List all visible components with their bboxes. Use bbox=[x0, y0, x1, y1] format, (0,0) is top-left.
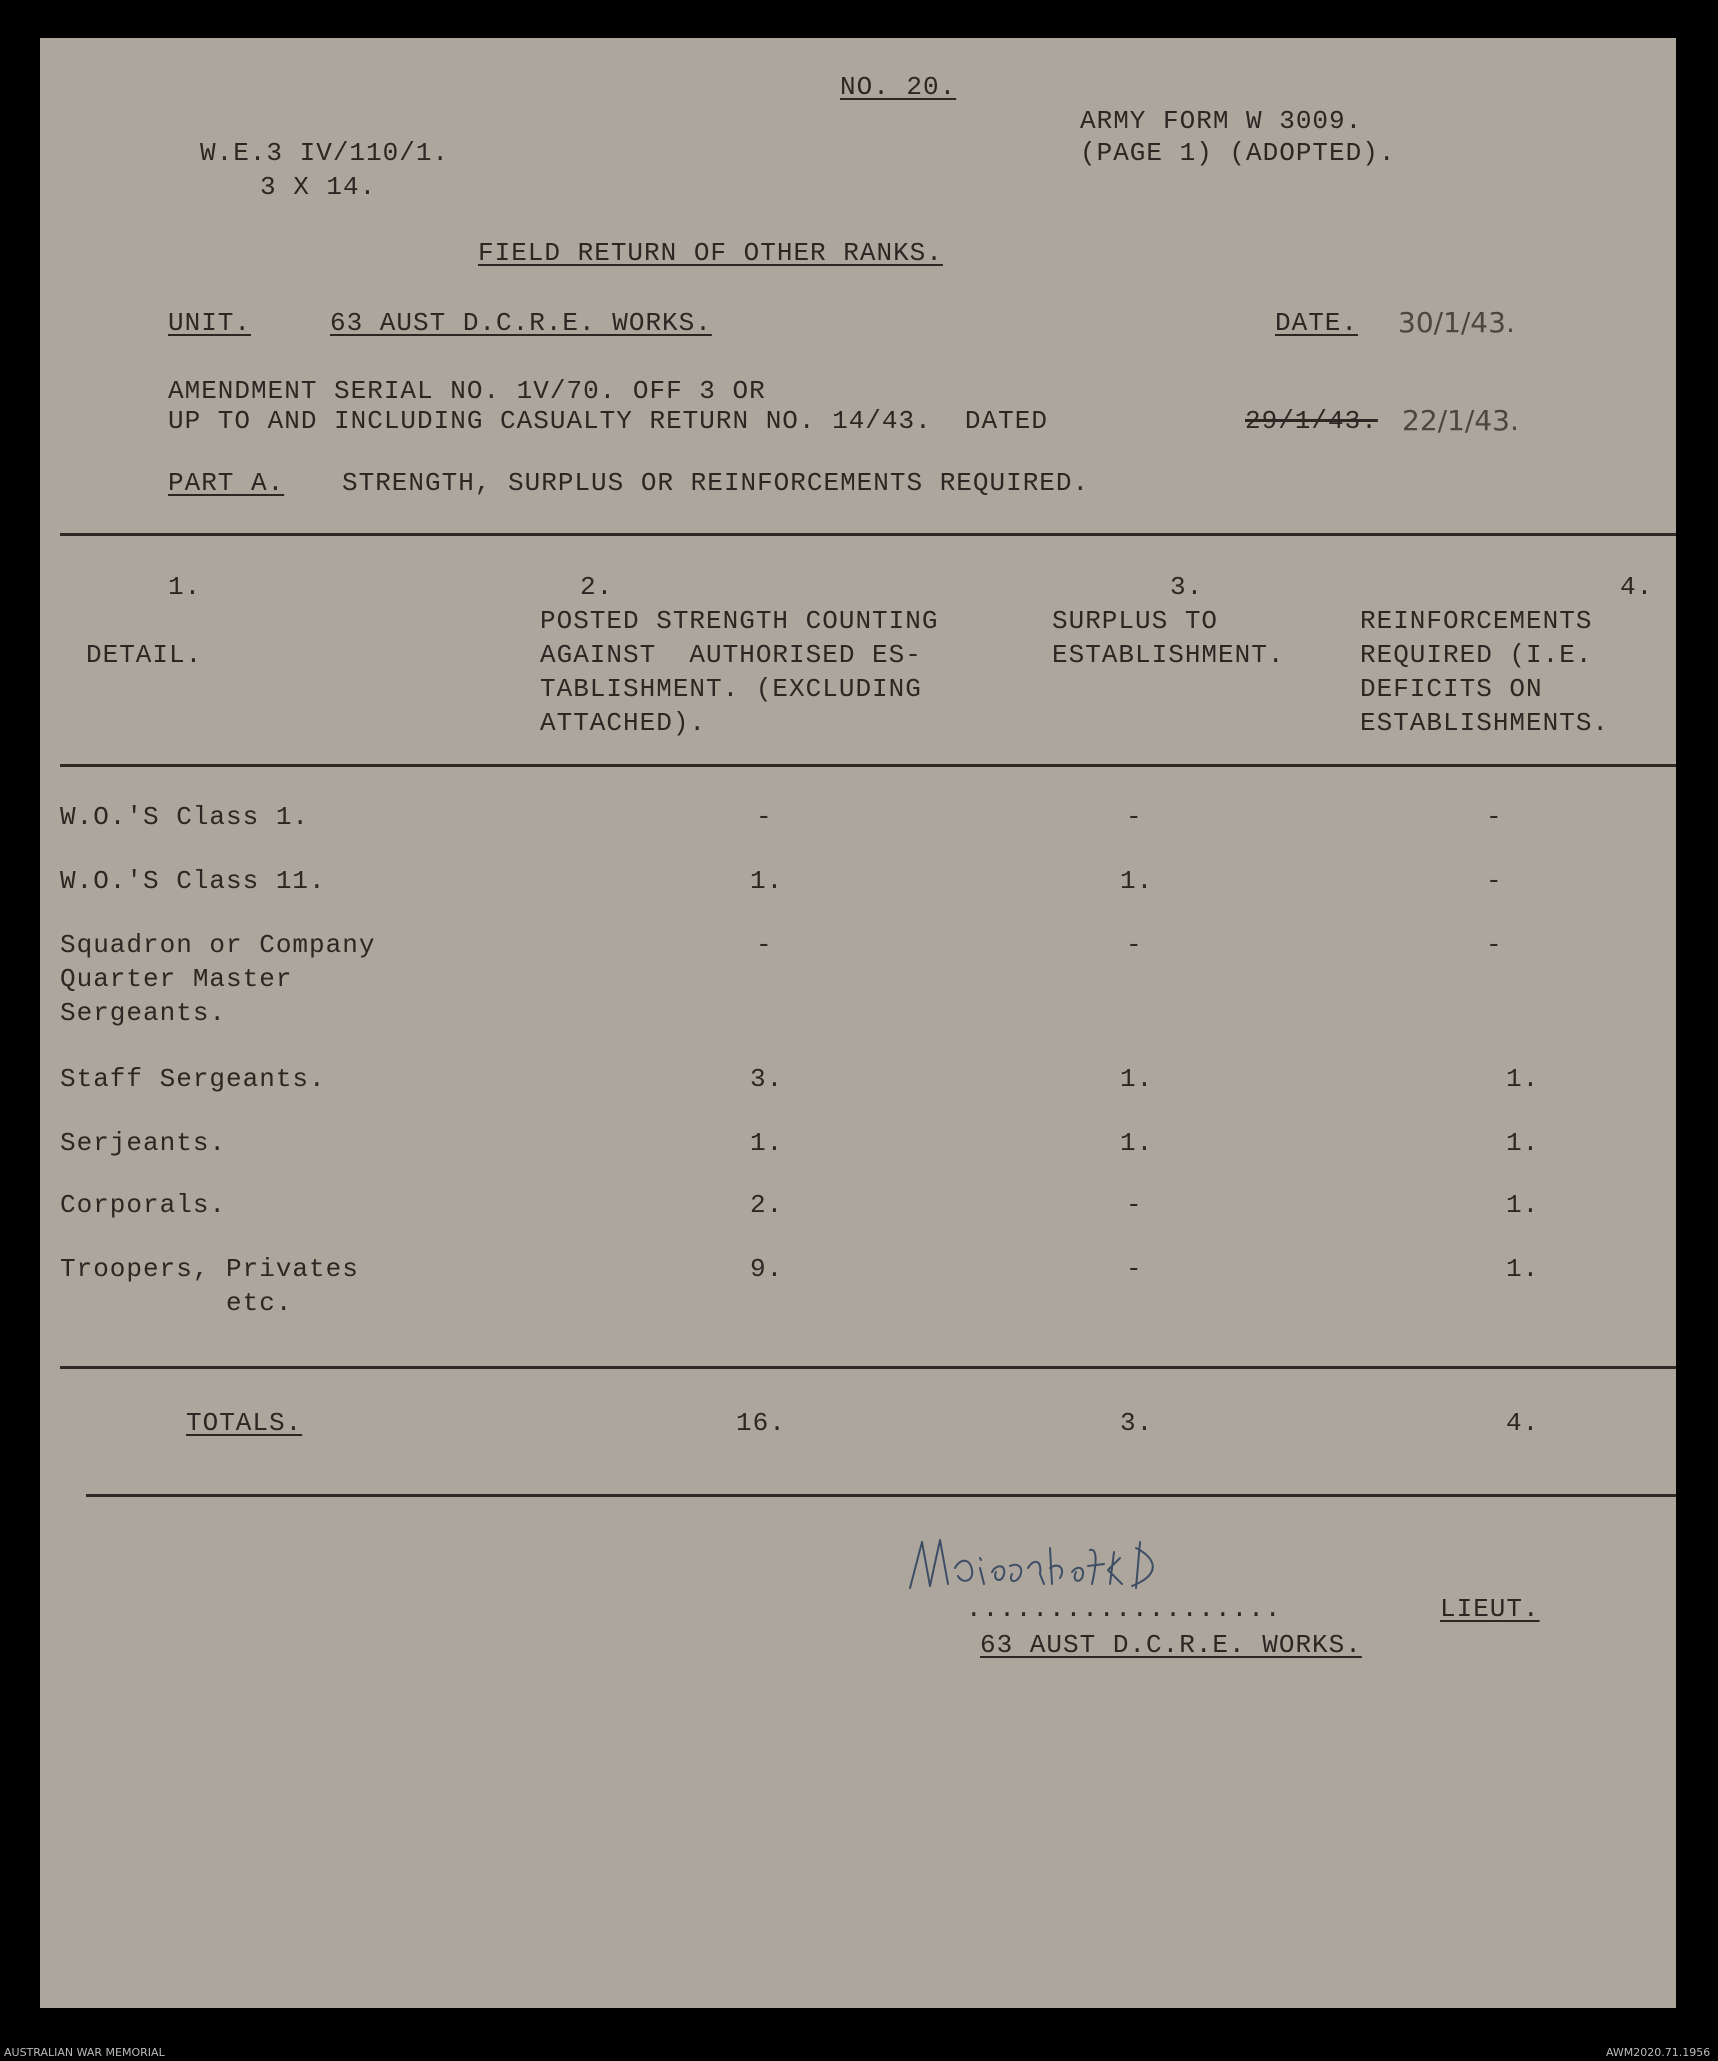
col-3-header: SURPLUS TO ESTABLISHMENT. bbox=[1052, 606, 1285, 670]
signature-unit: 63 AUST D.C.R.E. WORKS. bbox=[980, 1630, 1362, 1660]
row-posted: 1. bbox=[750, 1128, 784, 1158]
row-reinforcements: 1. bbox=[1506, 1064, 1540, 1094]
part-label: PART A. bbox=[168, 468, 285, 498]
part-title: STRENGTH, SURPLUS OR REINFORCEMENTS REQUIRED. bbox=[342, 468, 1090, 498]
row-surplus: - bbox=[1126, 1254, 1143, 1284]
row-reinforcements: - bbox=[1486, 866, 1503, 896]
unit-value: 63 AUST D.C.R.E. WORKS. bbox=[330, 308, 712, 338]
row-detail: W.O.'S Class 1. bbox=[60, 802, 310, 832]
row-reinforcements: 1. bbox=[1506, 1254, 1540, 1284]
reference-line-2: 3 X 14. bbox=[260, 172, 377, 202]
totals-top-rule bbox=[60, 1366, 1676, 1369]
page-note: (PAGE 1) (ADOPTED). bbox=[1080, 138, 1396, 168]
row-posted: 3. bbox=[750, 1064, 784, 1094]
totals-posted: 16. bbox=[736, 1408, 786, 1438]
row-surplus: 1. bbox=[1120, 1128, 1154, 1158]
row-surplus: - bbox=[1126, 802, 1143, 832]
col-1-number: 1. bbox=[168, 572, 202, 602]
row-detail: Squadron or Company Quarter Master Sergeants. bbox=[60, 930, 376, 1028]
casualty-line: UP TO AND INCLUDING CASUALTY RETURN NO. 14/43. DATED bbox=[168, 406, 1048, 436]
row-reinforcements: - bbox=[1486, 802, 1503, 832]
footer-left: AUSTRALIAN WAR MEMORIAL bbox=[4, 2046, 165, 2059]
date-label: DATE. bbox=[1275, 308, 1359, 338]
footer-right: AWM2020.71.1956 bbox=[1606, 2046, 1711, 2059]
row-posted: 2. bbox=[750, 1190, 784, 1220]
row-posted: 9. bbox=[750, 1254, 784, 1284]
row-reinforcements: - bbox=[1486, 930, 1503, 960]
table-top-rule bbox=[60, 533, 1676, 536]
totals-surplus: 3. bbox=[1120, 1408, 1154, 1438]
reference-line-1: W.E.3 IV/110/1. bbox=[200, 138, 450, 168]
casualty-date: 22/1/43. bbox=[1402, 404, 1519, 437]
unit-label: UNIT. bbox=[168, 308, 252, 338]
row-reinforcements: 1. bbox=[1506, 1128, 1540, 1158]
signature-dots: ................... bbox=[966, 1594, 1282, 1624]
row-posted: - bbox=[756, 930, 773, 960]
row-detail: Corporals. bbox=[60, 1190, 227, 1220]
row-posted: - bbox=[756, 802, 773, 832]
casualty-date-struck: 29/1/43. bbox=[1245, 406, 1378, 436]
form-number: NO. 20. bbox=[840, 72, 957, 102]
table-bottom-rule bbox=[86, 1494, 1676, 1497]
row-surplus: - bbox=[1126, 1190, 1143, 1220]
totals-label: TOTALS. bbox=[186, 1408, 303, 1438]
row-posted: 1. bbox=[750, 866, 784, 896]
date-value: 30/1/43. bbox=[1398, 306, 1515, 339]
col-1-header: DETAIL. bbox=[86, 640, 203, 670]
header-bottom-rule bbox=[60, 764, 1676, 767]
army-form-label: ARMY FORM W 3009. bbox=[1080, 106, 1363, 136]
row-detail: W.O.'S Class 11. bbox=[60, 866, 326, 896]
col-2-number: 2. bbox=[580, 572, 614, 602]
row-detail: Troopers, Privates etc. bbox=[60, 1254, 359, 1318]
col-2-header: POSTED STRENGTH COUNTING AGAINST AUTHORISED ES- TABLISHMENT. (EXCLUDING ATTACHED). bbox=[540, 606, 939, 738]
col-4-header: REINFORCEMENTS REQUIRED (I.E. DEFICITS ON ESTABLISHMENTS. bbox=[1360, 606, 1610, 738]
col-4-number: 4. bbox=[1620, 572, 1654, 602]
row-surplus: 1. bbox=[1120, 866, 1154, 896]
totals-reinforcements: 4. bbox=[1506, 1408, 1540, 1438]
col-3-number: 3. bbox=[1170, 572, 1204, 602]
amendment-line: AMENDMENT SERIAL NO. 1V/70. OFF 3 OR bbox=[168, 376, 766, 406]
row-surplus: - bbox=[1126, 930, 1143, 960]
row-detail: Serjeants. bbox=[60, 1128, 227, 1158]
page-title: FIELD RETURN OF OTHER RANKS. bbox=[478, 238, 943, 268]
document-page bbox=[40, 38, 1676, 2008]
row-detail: Staff Sergeants. bbox=[60, 1064, 326, 1094]
row-reinforcements: 1. bbox=[1506, 1190, 1540, 1220]
row-surplus: 1. bbox=[1120, 1064, 1154, 1094]
signature-rank: LIEUT. bbox=[1440, 1594, 1540, 1624]
